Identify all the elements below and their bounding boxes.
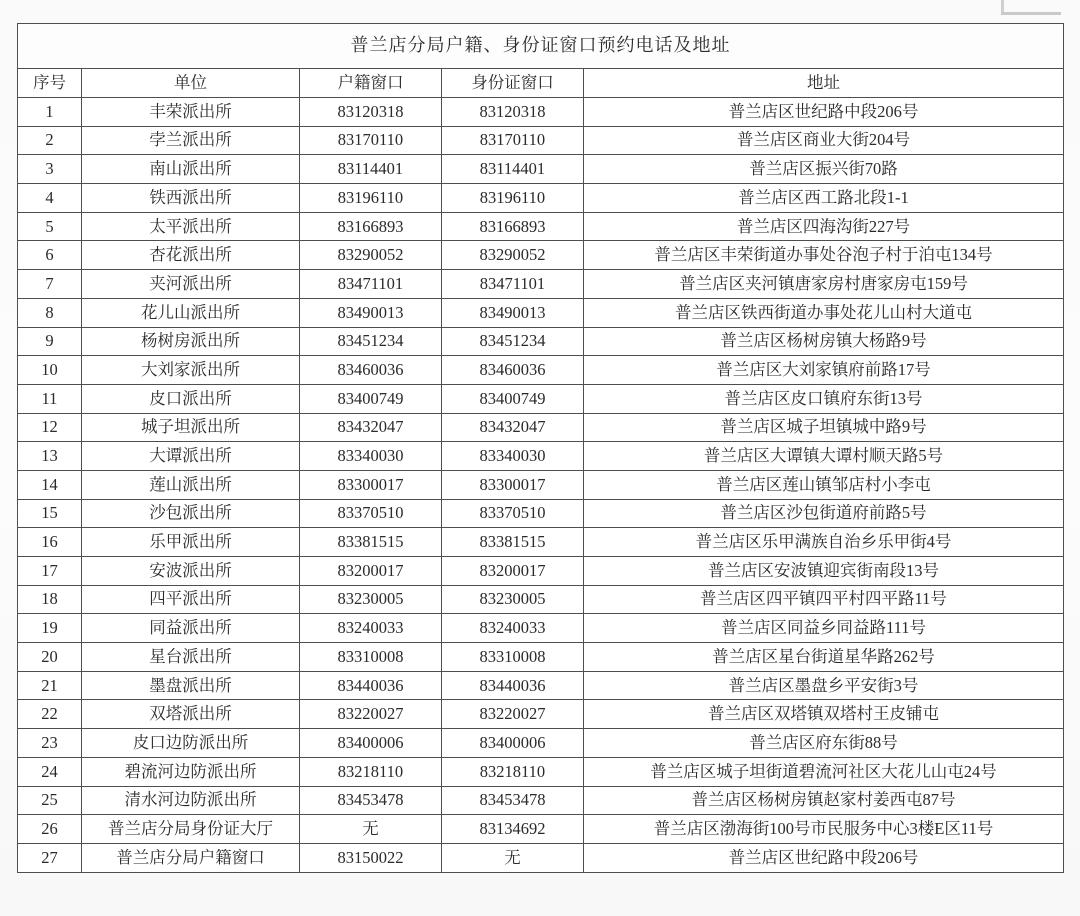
table-row	[18, 470, 1064, 499]
table-row	[18, 815, 1064, 844]
cell-unit: 莲山派出所	[82, 470, 300, 499]
table-row	[18, 356, 1064, 385]
cell-hukou-window: 83230005	[300, 585, 442, 614]
cell-hukou-window: 83340030	[300, 442, 442, 471]
cell-seq: 17	[18, 557, 82, 586]
cell-seq: 12	[18, 413, 82, 442]
cell-id-window: 83400749	[442, 384, 584, 413]
cell-address: 普兰店区城子坦镇城中路9号	[584, 413, 1064, 442]
table-row	[18, 585, 1064, 614]
header-address: 地址	[584, 69, 1064, 98]
cell-id-window: 83120318	[442, 98, 584, 127]
cell-id-window: 83370510	[442, 499, 584, 528]
table-row	[18, 126, 1064, 155]
cell-unit: 四平派出所	[82, 585, 300, 614]
cell-id-window: 83440036	[442, 671, 584, 700]
cell-seq: 14	[18, 470, 82, 499]
table-row	[18, 327, 1064, 356]
cell-seq: 26	[18, 815, 82, 844]
table-header-row	[18, 69, 1064, 98]
cell-seq: 11	[18, 384, 82, 413]
cell-seq: 18	[18, 585, 82, 614]
cell-seq: 5	[18, 212, 82, 241]
table-row	[18, 212, 1064, 241]
cell-id-window: 83230005	[442, 585, 584, 614]
cell-unit: 碧流河边防派出所	[82, 757, 300, 786]
cell-seq: 9	[18, 327, 82, 356]
cell-seq: 10	[18, 356, 82, 385]
header-seq: 序号	[18, 69, 82, 98]
cell-id-window: 83340030	[442, 442, 584, 471]
table-row	[18, 499, 1064, 528]
cell-seq: 19	[18, 614, 82, 643]
cell-seq: 20	[18, 643, 82, 672]
table-row	[18, 643, 1064, 672]
cell-id-window: 83196110	[442, 184, 584, 213]
cell-unit: 丰荣派出所	[82, 98, 300, 127]
cell-address: 普兰店区城子坦街道碧流河社区大花儿山屯24号	[584, 757, 1064, 786]
cell-address: 普兰店区四海沟街227号	[584, 212, 1064, 241]
cell-hukou-window: 83490013	[300, 298, 442, 327]
cell-id-window: 83451234	[442, 327, 584, 356]
cell-seq: 24	[18, 757, 82, 786]
cell-seq: 27	[18, 843, 82, 872]
cell-address: 普兰店区商业大街204号	[584, 126, 1064, 155]
cell-id-window: 83400006	[442, 729, 584, 758]
cell-seq: 13	[18, 442, 82, 471]
table-row	[18, 729, 1064, 758]
cell-address: 普兰店区同益乡同益路111号	[584, 614, 1064, 643]
cell-hukou-window: 83170110	[300, 126, 442, 155]
cell-unit: 大谭派出所	[82, 442, 300, 471]
cell-hukou-window: 83114401	[300, 155, 442, 184]
cell-seq: 6	[18, 241, 82, 270]
cell-unit: 安波派出所	[82, 557, 300, 586]
cell-seq: 16	[18, 528, 82, 557]
cell-unit: 普兰店分局身份证大厅	[82, 815, 300, 844]
cell-unit: 夹河派出所	[82, 270, 300, 299]
cell-id-window: 83432047	[442, 413, 584, 442]
cell-seq: 15	[18, 499, 82, 528]
cell-id-window: 83300017	[442, 470, 584, 499]
table-row	[18, 384, 1064, 413]
cell-unit: 杨树房派出所	[82, 327, 300, 356]
cell-id-window: 83290052	[442, 241, 584, 270]
header-hukou-window: 户籍窗口	[300, 69, 442, 98]
cell-address: 普兰店区沙包街道府前路5号	[584, 499, 1064, 528]
cell-id-window: 83200017	[442, 557, 584, 586]
cell-unit: 同益派出所	[82, 614, 300, 643]
table-row	[18, 241, 1064, 270]
cell-hukou-window: 83120318	[300, 98, 442, 127]
cell-id-window: 83381515	[442, 528, 584, 557]
table-row	[18, 413, 1064, 442]
table-row	[18, 98, 1064, 127]
cell-address: 普兰店区杨树房镇大杨路9号	[584, 327, 1064, 356]
table-row	[18, 700, 1064, 729]
cell-hukou-window: 83150022	[300, 843, 442, 872]
cell-address: 普兰店区双塔镇双塔村王皮铺屯	[584, 700, 1064, 729]
cell-id-window: 83240033	[442, 614, 584, 643]
cell-id-window: 83471101	[442, 270, 584, 299]
cell-hukou-window: 83166893	[300, 212, 442, 241]
cell-hukou-window: 83400006	[300, 729, 442, 758]
cell-address: 普兰店区安波镇迎宾街南段13号	[584, 557, 1064, 586]
cell-hukou-window: 83218110	[300, 757, 442, 786]
cell-hukou-window: 83453478	[300, 786, 442, 815]
table-row	[18, 155, 1064, 184]
cell-address: 普兰店区府东街88号	[584, 729, 1064, 758]
cell-unit: 大刘家派出所	[82, 356, 300, 385]
window-corner-artifact-horizontal	[1001, 12, 1061, 15]
cell-address: 普兰店区夹河镇唐家房村唐家房屯159号	[584, 270, 1064, 299]
cell-unit: 皮口派出所	[82, 384, 300, 413]
cell-hukou-window: 83240033	[300, 614, 442, 643]
cell-hukou-window: 83460036	[300, 356, 442, 385]
cell-seq: 23	[18, 729, 82, 758]
cell-unit: 墨盘派出所	[82, 671, 300, 700]
table-row	[18, 442, 1064, 471]
cell-unit: 乐甲派出所	[82, 528, 300, 557]
cell-unit: 花儿山派出所	[82, 298, 300, 327]
table-row	[18, 270, 1064, 299]
cell-hukou-window: 无	[300, 815, 442, 844]
cell-address: 普兰店区大刘家镇府前路17号	[584, 356, 1064, 385]
table-row	[18, 757, 1064, 786]
cell-hukou-window: 83451234	[300, 327, 442, 356]
cell-unit: 普兰店分局户籍窗口	[82, 843, 300, 872]
cell-address: 普兰店区渤海街100号市民服务中心3楼E区11号	[584, 815, 1064, 844]
cell-address: 普兰店区世纪路中段206号	[584, 843, 1064, 872]
cell-seq: 25	[18, 786, 82, 815]
cell-hukou-window: 83432047	[300, 413, 442, 442]
cell-unit: 南山派出所	[82, 155, 300, 184]
cell-hukou-window: 83300017	[300, 470, 442, 499]
cell-unit: 双塔派出所	[82, 700, 300, 729]
cell-hukou-window: 83200017	[300, 557, 442, 586]
cell-id-window: 无	[442, 843, 584, 872]
cell-hukou-window: 83370510	[300, 499, 442, 528]
cell-unit: 城子坦派出所	[82, 413, 300, 442]
cell-unit: 皮口边防派出所	[82, 729, 300, 758]
cell-unit: 星台派出所	[82, 643, 300, 672]
cell-unit: 太平派出所	[82, 212, 300, 241]
table-row	[18, 557, 1064, 586]
cell-seq: 2	[18, 126, 82, 155]
cell-seq: 3	[18, 155, 82, 184]
cell-address: 普兰店区莲山镇邹店村小李屯	[584, 470, 1064, 499]
table-title-row	[18, 24, 1064, 69]
cell-unit: 孛兰派出所	[82, 126, 300, 155]
cell-unit: 铁西派出所	[82, 184, 300, 213]
cell-address: 普兰店区星台街道星华路262号	[584, 643, 1064, 672]
cell-hukou-window: 83471101	[300, 270, 442, 299]
cell-hukou-window: 83400749	[300, 384, 442, 413]
cell-id-window: 83218110	[442, 757, 584, 786]
cell-address: 普兰店区丰荣街道办事处谷泡子村于泊屯134号	[584, 241, 1064, 270]
table-row	[18, 843, 1064, 872]
table-body	[18, 98, 1064, 873]
cell-id-window: 83490013	[442, 298, 584, 327]
cell-hukou-window: 83310008	[300, 643, 442, 672]
cell-address: 普兰店区墨盘乡平安街3号	[584, 671, 1064, 700]
cell-seq: 7	[18, 270, 82, 299]
cell-id-window: 83114401	[442, 155, 584, 184]
cell-hukou-window: 83290052	[300, 241, 442, 270]
appointment-phone-table	[17, 23, 1064, 873]
cell-unit: 杏花派出所	[82, 241, 300, 270]
cell-seq: 4	[18, 184, 82, 213]
cell-seq: 8	[18, 298, 82, 327]
page-title: 普兰店分局户籍、身份证窗口预约电话及地址	[18, 24, 1064, 69]
cell-seq: 21	[18, 671, 82, 700]
table-row	[18, 786, 1064, 815]
cell-unit: 清水河边防派出所	[82, 786, 300, 815]
table-row	[18, 528, 1064, 557]
cell-hukou-window: 83196110	[300, 184, 442, 213]
cell-id-window: 83220027	[442, 700, 584, 729]
cell-address: 普兰店区四平镇四平村四平路11号	[584, 585, 1064, 614]
cell-hukou-window: 83220027	[300, 700, 442, 729]
header-id-window: 身份证窗口	[442, 69, 584, 98]
cell-address: 普兰店区铁西街道办事处花儿山村大道屯	[584, 298, 1064, 327]
cell-address: 普兰店区世纪路中段206号	[584, 98, 1064, 127]
table-row	[18, 671, 1064, 700]
cell-id-window: 83166893	[442, 212, 584, 241]
cell-address: 普兰店区杨树房镇赵家村姜西屯87号	[584, 786, 1064, 815]
table-row	[18, 298, 1064, 327]
header-unit: 单位	[82, 69, 300, 98]
cell-id-window: 83460036	[442, 356, 584, 385]
cell-address: 普兰店区西工路北段1-1	[584, 184, 1064, 213]
cell-seq: 22	[18, 700, 82, 729]
cell-unit: 沙包派出所	[82, 499, 300, 528]
cell-id-window: 83453478	[442, 786, 584, 815]
cell-address: 普兰店区大谭镇大谭村顺天路5号	[584, 442, 1064, 471]
cell-id-window: 83170110	[442, 126, 584, 155]
table-row	[18, 614, 1064, 643]
table-row	[18, 184, 1064, 213]
cell-address: 普兰店区乐甲满族自治乡乐甲街4号	[584, 528, 1064, 557]
cell-address: 普兰店区振兴街70路	[584, 155, 1064, 184]
cell-address: 普兰店区皮口镇府东街13号	[584, 384, 1064, 413]
cell-hukou-window: 83381515	[300, 528, 442, 557]
cell-id-window: 83134692	[442, 815, 584, 844]
cell-hukou-window: 83440036	[300, 671, 442, 700]
cell-seq: 1	[18, 98, 82, 127]
cell-id-window: 83310008	[442, 643, 584, 672]
